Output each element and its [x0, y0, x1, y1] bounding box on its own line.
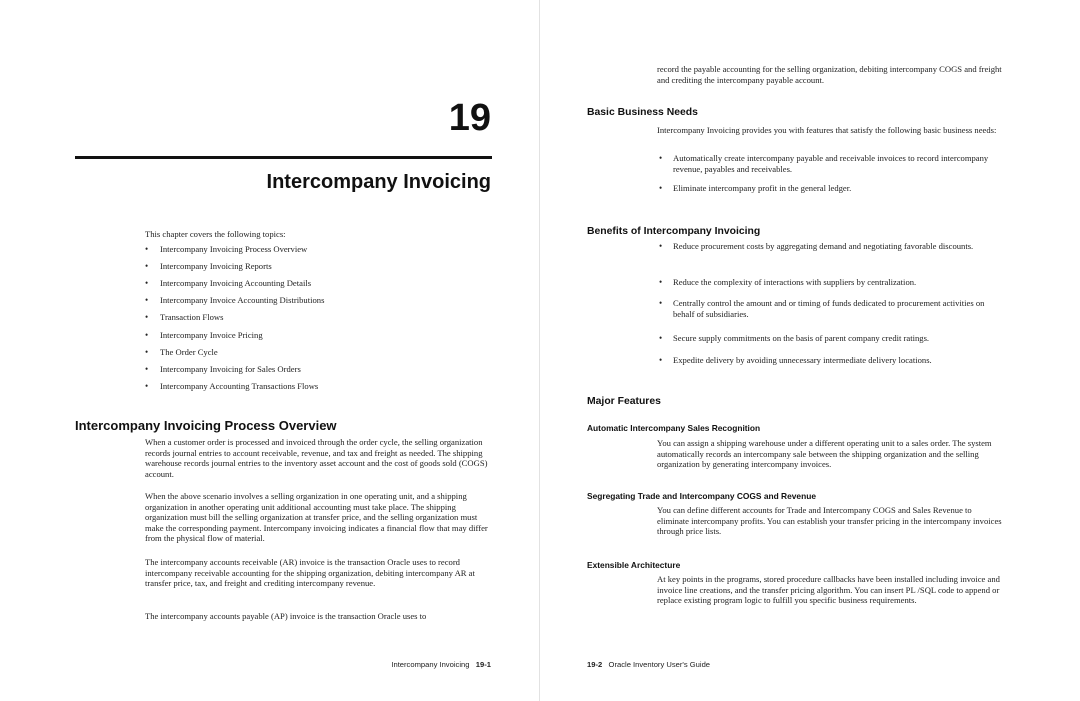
topic-link[interactable]: • Intercompany Invoice Pricing	[145, 330, 505, 347]
overview-paragraph: When a customer order is processed and invoiced through the order cycle, the selling organization records journal entries to account receivable, revenue, and tax and freight as needed. The shipping warehouse records journal entries to the inventory asset account and the cost of goods sold (COGS) account.	[145, 437, 488, 479]
topic-link[interactable]: • The Order Cycle	[145, 347, 505, 364]
topic-link[interactable]: • Intercompany Invoicing Accounting Details	[145, 278, 505, 295]
left-page	[0, 0, 539, 701]
feature-text: At key points in the programs, stored procedure callbacks have been installed including invoice and invoice line creations, and the transfer pricing algorithm. You can insert PL /SQL code to append or replace existing program logic to fulfill you specific business requirements.	[657, 574, 1000, 606]
basic-needs-list	[657, 153, 997, 194]
topics-intro-block	[145, 229, 505, 398]
basic-need-item: • Automatically create intercompany payable and receivable invoices to record intercompany revenue, payables and receivables.	[657, 153, 997, 183]
topic-link[interactable]: • Intercompany Accounting Transactions Flows	[145, 381, 505, 398]
feature-title: Extensible Architecture	[587, 560, 681, 570]
benefit-item: • Reduce the complexity of interactions with suppliers by centralization.	[657, 277, 997, 298]
benefits-heading: Benefits of Intercompany Invoicing	[587, 226, 761, 237]
topic-link[interactable]: • Intercompany Invoice Accounting Distributions	[145, 295, 505, 312]
major-features-heading: Major Features	[587, 396, 661, 407]
footer-label: Intercompany Invoicing	[391, 660, 470, 669]
feature-title: Segregating Trade and Intercompany COGS and Revenue	[587, 491, 816, 501]
chapter-title: Intercompany Invoicing	[266, 171, 491, 193]
benefit-item: • Secure supply commitments on the basis of parent company credit ratings.	[657, 333, 997, 355]
topic-link[interactable]: • Intercompany Invoicing Process Overview	[145, 244, 505, 261]
feature-title: Automatic Intercompany Sales Recognition	[587, 423, 761, 433]
continued-paragraph: record the payable accounting for the selling organization, debiting intercompany COGS and freight and crediting the intercompany payable account.	[657, 64, 1002, 85]
topic-link[interactable]: • Intercompany Invoicing for Sales Orders	[145, 364, 505, 381]
footer-page-number: 19-2	[587, 660, 603, 669]
footer-page-number: 19-1	[475, 660, 491, 669]
basic-needs-heading: Basic Business Needs	[587, 107, 698, 118]
chapter-number: 19	[448, 97, 491, 139]
right-footer	[587, 660, 710, 669]
overview-paragraph: The intercompany accounts receivable (AR) invoice is the transaction Oracle uses to record intercompany receivable accounting for the shipping organization, debiting intercompany AR at transfer price, tax, and freight and crediting intercompany revenue.	[145, 557, 475, 589]
benefit-item: • Reduce procurement costs by aggregating demand and negotiating favorable discounts.	[657, 241, 997, 277]
benefit-item: • Expedite delivery by avoiding unnecessary intermediate delivery locations.	[657, 355, 997, 366]
chapter-rule	[75, 156, 492, 159]
feature-text: You can assign a shipping warehouse under a different operating unit to a sales order. The system automatically records an intercompany sale between the shipping organization and the selling organization by generating intercompany invoices.	[657, 438, 992, 470]
feature-text: You can define different accounts for Trade and Intercompany COGS and Sales Revenue to eliminate intercompany profits. You can establish your transfer pricing in the intercompany invoices through price lists.	[657, 505, 1002, 537]
footer-label: Oracle Inventory User's Guide	[608, 660, 711, 669]
topics-list	[145, 244, 505, 399]
basic-need-item: • Eliminate intercompany profit in the general ledger.	[657, 183, 997, 194]
overview-heading: Intercompany Invoicing Process Overview	[75, 418, 337, 433]
right-page	[540, 0, 1080, 701]
topics-intro: This chapter covers the following topics:	[145, 229, 286, 239]
benefit-item: • Centrally control the amount and or timing of funds dedicated to procurement activities on behalf of subsidiaries.	[657, 298, 997, 333]
topic-link[interactable]: • Intercompany Invoicing Reports	[145, 261, 505, 278]
overview-paragraph: The intercompany accounts payable (AP) invoice is the transaction Oracle uses to	[145, 611, 427, 621]
benefits-list	[657, 241, 997, 366]
overview-paragraph: When the above scenario involves a selling organization in one operating unit, and a shipping organization in another operating unit additional accounting must take place. The shipping organization must bill the selling organization at transfer price, and the selling organization must make the corresponding payment. Intercompany invoicing indicates a financial flow that may differ from the physical flow of material.	[145, 491, 488, 544]
left-footer	[391, 660, 491, 669]
topic-link[interactable]: • Transaction Flows	[145, 312, 505, 329]
basic-needs-intro: Intercompany Invoicing provides you with features that satisfy the following basic business needs:	[657, 125, 997, 135]
